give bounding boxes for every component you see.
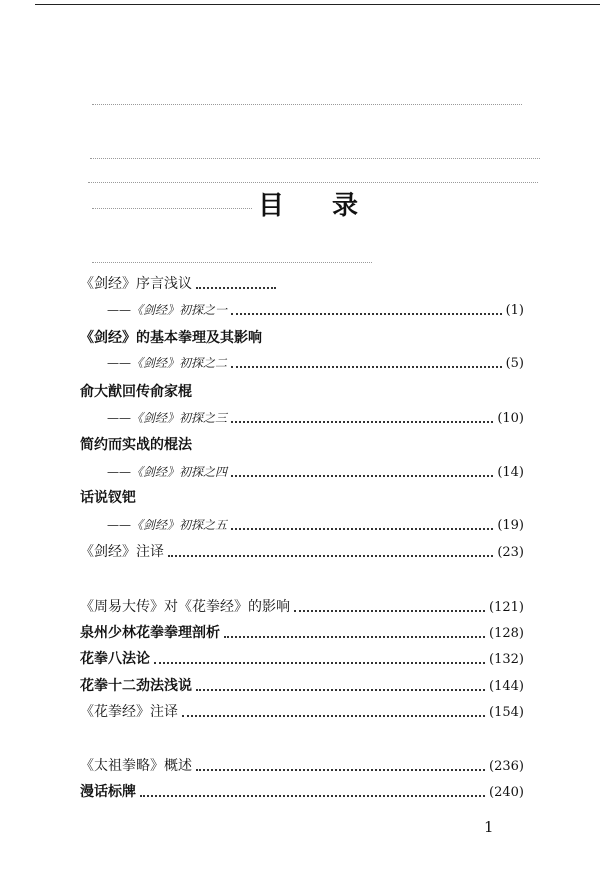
toc-page-number: (23): [497, 545, 524, 560]
dot-leader: [231, 301, 502, 315]
toc-page-number: (128): [489, 626, 524, 641]
toc-page-number: (236): [489, 759, 524, 774]
toc-entry[interactable]: [80, 621, 524, 645]
toc-entry-title: 《剑经》注译: [80, 544, 164, 560]
dot-leader: [196, 757, 485, 771]
dot-leader: [168, 543, 493, 557]
toc-entry-title: 简约而实战的棍法: [80, 437, 192, 453]
toc-page-number: (19): [497, 518, 524, 533]
toc-entry[interactable]: [80, 272, 524, 296]
toc-entry-title: 《太祖拳略》概述: [80, 758, 192, 774]
toc-entry-title: 《花拳经》注译: [80, 704, 178, 720]
toc-entry[interactable]: [80, 486, 524, 510]
toc-entry[interactable]: [80, 780, 524, 804]
toc-subentry[interactable]: [107, 406, 524, 430]
toc-entry[interactable]: [80, 700, 524, 724]
toc-heading-char: 目: [258, 191, 285, 221]
toc-subentry[interactable]: [107, 460, 524, 484]
toc-page-number: (154): [489, 705, 524, 720]
toc-entry-title: 花拳十二劲法浅说: [80, 678, 192, 694]
toc-entry-title: 漫话标牌: [80, 784, 136, 800]
toc-entry[interactable]: [80, 595, 524, 619]
bleed-through-line: [92, 262, 372, 264]
toc-entry[interactable]: [80, 674, 524, 698]
toc-entry-title: 《剑经》序言浅议: [80, 276, 192, 292]
toc-subentry-title: ——《剑经》初探之四: [107, 465, 228, 479]
dot-leader: [231, 463, 493, 477]
bleed-through-line: [90, 158, 540, 160]
toc-page-number: (132): [489, 652, 524, 667]
dot-leader: [196, 275, 276, 289]
dot-leader: [154, 650, 485, 664]
dot-leader: [196, 677, 485, 691]
toc-subentry-title: ——《剑经》初探之五: [107, 518, 228, 532]
toc-page-number: (144): [489, 679, 524, 694]
toc-entry[interactable]: [80, 380, 524, 404]
top-edge-rule: [35, 4, 600, 5]
toc-page-number: (14): [497, 465, 524, 480]
bleed-through-line: [88, 182, 538, 184]
toc-page-number: (121): [489, 600, 524, 615]
toc-entry[interactable]: [80, 540, 524, 564]
toc-entry-title: 话说钗钯: [80, 490, 136, 506]
toc-entry[interactable]: [80, 754, 524, 778]
dot-leader: [224, 624, 485, 638]
toc-subentry[interactable]: [107, 298, 524, 322]
page-number: 1: [484, 818, 494, 836]
toc-entry-title: 《剑经》的基本拳理及其影响: [80, 330, 262, 346]
toc-subentry-title: ——《剑经》初探之一: [107, 303, 228, 317]
dot-leader: [231, 516, 493, 530]
toc-entry-title: 泉州少林花拳拳理剖析: [80, 625, 220, 641]
toc-entry-title: 花拳八法论: [80, 651, 150, 667]
dot-leader: [140, 783, 485, 797]
toc-entry[interactable]: [80, 647, 524, 671]
toc-page-number: (5): [505, 356, 524, 371]
dot-leader: [182, 703, 485, 717]
toc-page-number: (1): [505, 303, 524, 318]
bleed-through-line: [92, 208, 252, 210]
toc-heading-char: 录: [331, 191, 358, 221]
toc-subentry-title: ——《剑经》初探之二: [107, 356, 228, 370]
toc-entry[interactable]: [80, 326, 524, 350]
toc-entry[interactable]: [80, 433, 524, 457]
toc-subentry-title: ——《剑经》初探之三: [107, 411, 228, 425]
toc-entry-title: 《周易大传》对《花拳经》的影响: [80, 599, 290, 615]
dot-leader: [294, 598, 485, 612]
toc-page-number: (10): [497, 411, 524, 426]
dot-leader: [231, 354, 502, 368]
dot-leader: [231, 409, 493, 423]
toc-heading: [258, 190, 358, 222]
toc-subentry[interactable]: [107, 513, 524, 537]
toc-page-number: (240): [489, 785, 524, 800]
toc-entry-title: 俞大猷回传俞家棍: [80, 384, 192, 400]
toc-subentry[interactable]: [107, 351, 524, 375]
bleed-through-line: [92, 104, 522, 106]
